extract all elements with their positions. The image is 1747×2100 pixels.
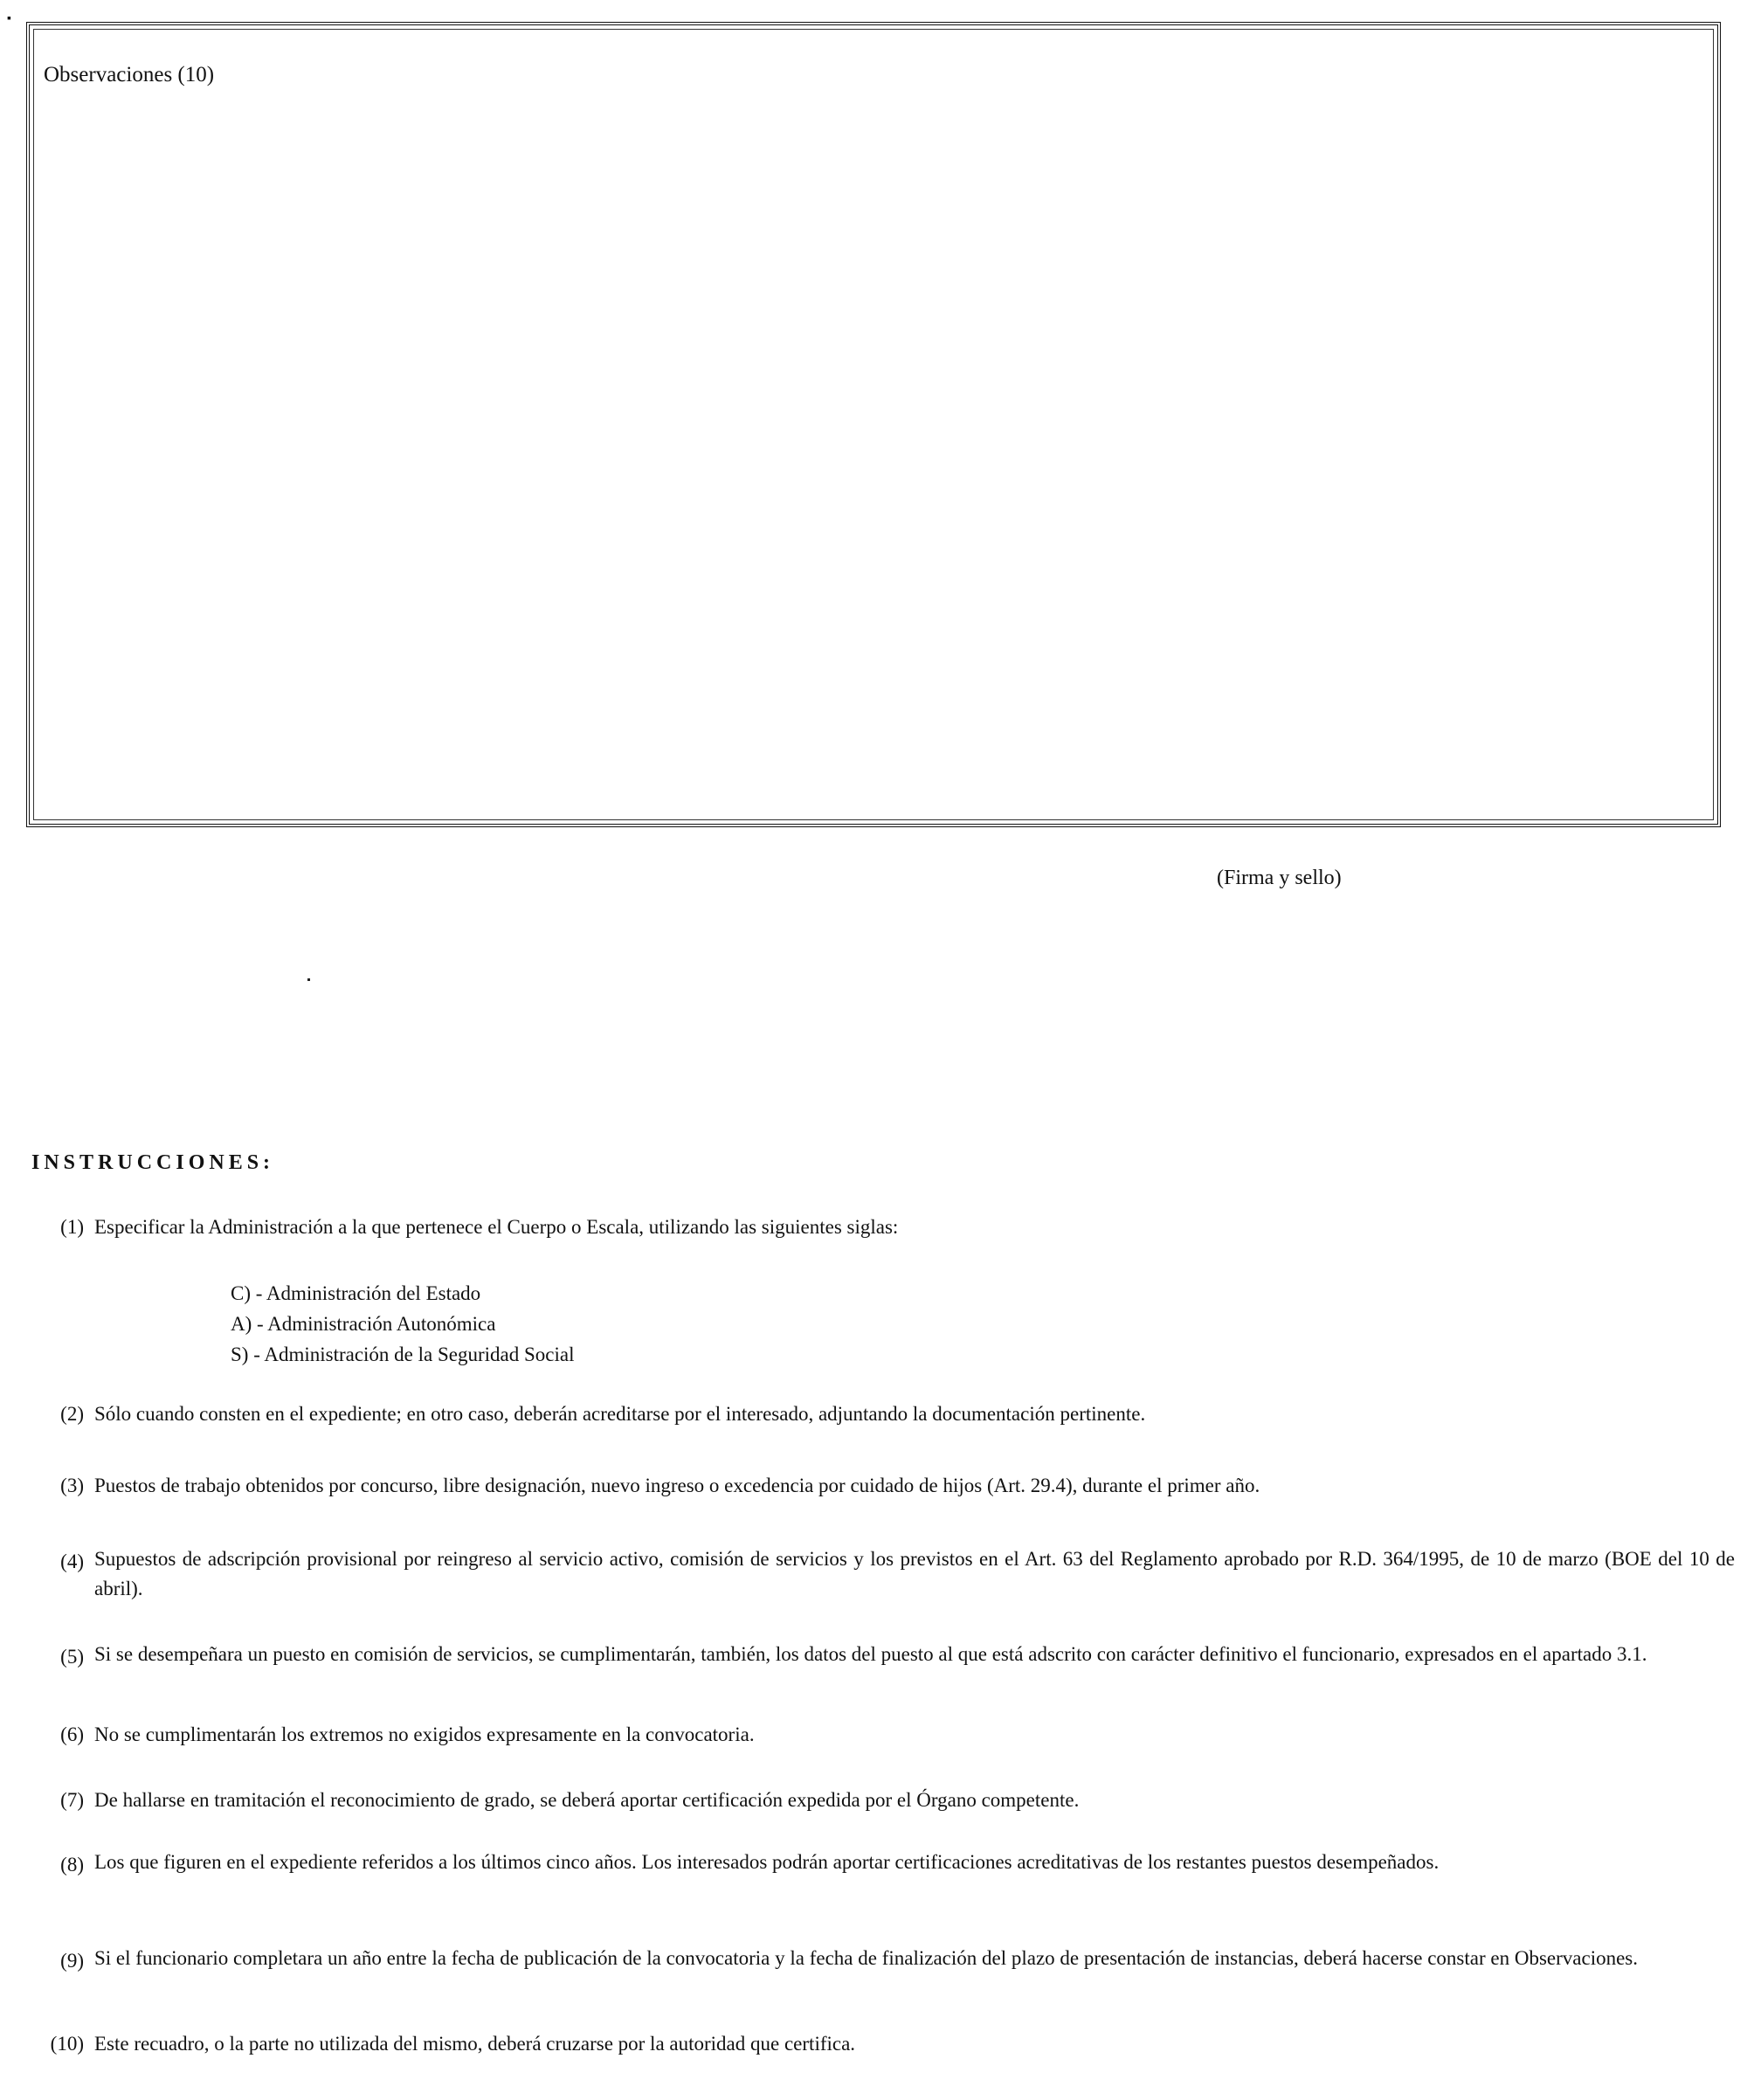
item-number: (3) [60, 1475, 84, 1496]
observations-label: Observaciones (10) [44, 63, 215, 86]
stray-dot [307, 978, 310, 981]
item-number: (1) [60, 1216, 84, 1238]
item-text: Sólo cuando consten en el expediente; en otro caso, deberán acreditarse por el interesado, adjuntando la documentación pertinente. [94, 1403, 1146, 1425]
item-text: Supuestos de adscripción provisional por reingreso al servicio activo, comisión de servicios y los previstos en el Art. 63 del Reglamento aprobado por R.D. 364/1995, de 10 de marzo (BOE del 10 de abril). [94, 1548, 1735, 1599]
sub-item: A) - Administración Autonómica [231, 1313, 496, 1335]
item-text: Si se desempeñara un puesto en comisión de servicios, se cumplimentarán, también, los datos del puesto al que está adscrito con carácter definitivo el funcionario, expresados en el apartado 3.1. [94, 1643, 1647, 1665]
item-number: (8) [60, 1854, 84, 1875]
item-text: Este recuadro, o la parte no utilizada del mismo, deberá cruzarse por la autoridad que certifica. [94, 2033, 856, 2055]
item-number: (4) [60, 1551, 84, 1572]
item-number: (5) [60, 1646, 84, 1668]
item-number: (7) [60, 1789, 84, 1811]
item-text: No se cumplimentarán los extremos no exigidos expresamente en la convocatoria. [94, 1724, 755, 1745]
item-text: Si el funcionario completara un año entre la fecha de publicación de la convocatoria y la fecha de finalización del plazo de presentación de instancias, deberá hacerse constar en Observaciones. [94, 1947, 1638, 1969]
signature-label: (Firma y sello) [1217, 867, 1342, 889]
observations-box [26, 22, 1721, 827]
item-number: (9) [60, 1950, 84, 1972]
sub-item: S) - Administración de la Seguridad Social [231, 1344, 575, 1365]
item-text: Los que figuren en el expediente referidos a los últimos cinco años. Los interesados podrán aportar certificaciones acreditativas de los restantes puestos desempeñados. [94, 1851, 1440, 1873]
item-number: (2) [60, 1403, 84, 1425]
scan-mark: ▪ [7, 12, 11, 25]
item-number: (10) [50, 2033, 84, 2055]
sub-item: C) - Administración del Estado [231, 1282, 481, 1304]
item-text: De hallarse en tramitación el reconocimiento de grado, se deberá aportar certificación expedida por el Órgano competente. [94, 1789, 1080, 1811]
item-number: (6) [60, 1724, 84, 1745]
item-text: Especificar la Administración a la que pertenece el Cuerpo o Escala, utilizando las siguientes siglas: [94, 1216, 899, 1238]
instructions-heading: INSTRUCCIONES: [31, 1151, 275, 1174]
item-text: Puestos de trabajo obtenidos por concurso, libre designación, nuevo ingreso o excedencia por cuidado de hijos (Art. 29.4), durante el primer año. [94, 1475, 1260, 1496]
